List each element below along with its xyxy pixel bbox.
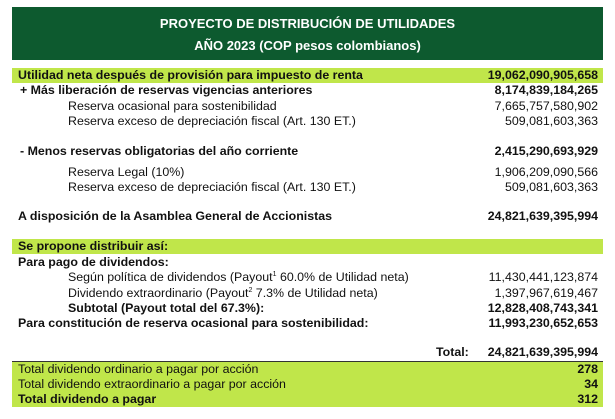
- row-total: [12, 345, 603, 360]
- row-extraordinary-dividend: [12, 286, 603, 301]
- row-net-income: [12, 68, 603, 83]
- row-value: 1,906,209,090,566: [494, 165, 598, 179]
- row-value: 7,665,757,580,902: [494, 99, 598, 113]
- row-label: Utilidad neta después de provisión para impuesto de renta: [18, 68, 363, 82]
- row-label: Total dividendo a pagar: [18, 392, 157, 406]
- row-sustainability-reserve: [12, 99, 603, 114]
- row-label: + Más liberación de reservas vigencias anteriores: [20, 83, 313, 97]
- row-label: Reserva ocasional para sostenibilidad: [68, 99, 277, 113]
- row-value: 1,397,967,619,467: [494, 286, 598, 300]
- row-available-to-assembly: [12, 209, 603, 224]
- row-value: 19,062,090,905,658: [487, 68, 598, 82]
- row-label: Dividendo extraordinario (Payout$^2$ 7.3% de Utilidad neta): [68, 286, 378, 300]
- row-policy-dividend: [12, 270, 603, 285]
- row-value: 11,430,441,123,874: [488, 270, 598, 284]
- row-label: Subtotal (Payout total del 67.3%):: [68, 301, 265, 315]
- row-ordinary-dividend-per-share: [12, 362, 603, 377]
- row-label: - Menos reservas obligatorias del año corriente: [20, 144, 299, 158]
- row-label: Se propone distribuir así:: [18, 239, 169, 253]
- row-value: 11,993,230,652,653: [488, 316, 598, 330]
- row-total-dividend: [12, 392, 603, 407]
- row-label: Reserva Legal (10%): [68, 165, 185, 179]
- row-value: 34: [584, 377, 598, 391]
- row-label: Total dividendo ordinario a pagar por acción: [18, 362, 259, 376]
- table-header: [12, 7, 603, 60]
- row-value: 312: [577, 392, 598, 406]
- row-sustainability-reserve-constitution: [12, 316, 603, 331]
- row-reserve-release: [12, 83, 603, 98]
- row-value: 278: [577, 362, 598, 376]
- row-dividend-payment-heading: [12, 255, 603, 270]
- row-value: 12,828,408,743,341: [487, 301, 598, 315]
- row-label: Según política de dividendos (Payout$^1$ 60.0% de Utilidad neta): [68, 270, 409, 284]
- row-label: Reserva exceso de depreciación fiscal (Art. 130 ET.): [68, 180, 356, 194]
- row-value: 2,415,290,693,929: [494, 144, 598, 158]
- row-label: A disposición de la Asamblea General de Accionistas: [18, 209, 333, 223]
- page-title: PROYECTO DE DISTRIBUCIÓN DE UTILIDADES: [159, 16, 456, 31]
- row-subtotal: [12, 301, 603, 316]
- row-mandatory-reserves: [12, 144, 603, 159]
- row-label: Reserva exceso de depreciación fiscal (Art. 130 ET.): [68, 114, 356, 128]
- row-extraordinary-dividend-per-share: [12, 377, 603, 392]
- row-depreciation-reserve: [12, 114, 603, 129]
- row-label: Total:: [436, 345, 469, 359]
- row-legal-reserve: [12, 165, 603, 180]
- row-value: 8,174,839,184,265: [494, 83, 598, 97]
- row-value: 24,821,639,395,994: [487, 209, 598, 223]
- row-label: Para pago de dividendos:: [18, 255, 169, 269]
- row-label: Total dividendo extraordinario a pagar por acción: [18, 377, 286, 391]
- page-subtitle: AÑO 2023 (COP pesos colombianos): [194, 38, 421, 53]
- row-value: 24,821,639,395,994: [487, 345, 598, 359]
- row-depreciation-reserve-current: [12, 180, 603, 195]
- row-label: Para constitución de reserva ocasional para sostenibilidad:: [18, 316, 369, 330]
- row-value: 509,081,603,363: [504, 180, 598, 194]
- row-proposal-heading: [12, 239, 603, 254]
- row-value: 509,081,603,363: [504, 114, 598, 128]
